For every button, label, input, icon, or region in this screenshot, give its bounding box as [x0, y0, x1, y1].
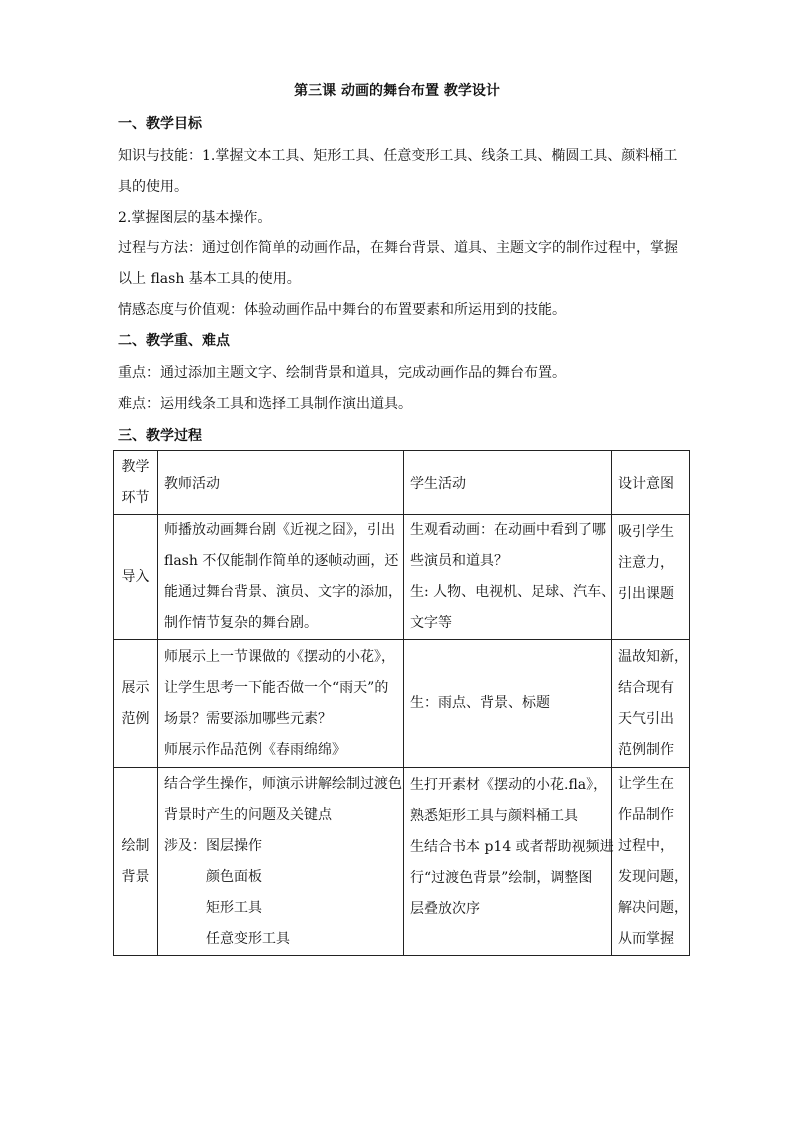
design-line: 吸引学生 [618, 524, 674, 540]
goals-line-4: 过程与方法：通过创作简单的动画作品，在舞台背景、道具、主题文字的制作过程中，掌握 [118, 240, 678, 256]
teacher-line: 涉及：图层操作 [164, 837, 262, 854]
design-line: 注意力， [618, 555, 674, 571]
student-line: 行“过渡色背景”绘制，调整图 [410, 870, 593, 886]
design-line: 作品制作 [618, 806, 674, 823]
design-line: 发现问题， [618, 868, 688, 885]
teacher-line: flash 不仅能制作简单的逐帧动画，还 [164, 553, 399, 569]
row-teacher [158, 768, 404, 956]
row-student [404, 515, 616, 640]
header-design: 设计意图 [612, 451, 690, 515]
student-line: 生打开素材《摆动的小花.fla》， [410, 777, 608, 793]
stage-line: 背景 [121, 868, 150, 885]
table-header-row [114, 451, 690, 515]
stage-line: 绘制 [121, 837, 150, 854]
student-line: 层叠放次序 [410, 901, 480, 917]
row-student [404, 640, 612, 768]
teacher-line: 任意变形工具 [206, 930, 290, 947]
student-line: 生结合书本 p14 或者帮助视频进 [410, 839, 614, 855]
header-stage [114, 451, 158, 515]
teacher-line: 能通过舞台背景、演员、文字的添加， [164, 584, 402, 600]
table-row [114, 640, 690, 768]
teacher-line: 颜色面板 [206, 868, 262, 885]
document-title: 第三课 动画的舞台布置 教学设计 [294, 83, 500, 99]
student-line: 文字等 [410, 615, 452, 631]
teacher-line: 制作情节复杂的舞台剧。 [164, 615, 318, 631]
row-teacher [158, 515, 404, 640]
design-line: 让学生在 [618, 775, 674, 792]
teacher-line: 背景时产生的问题及关键点 [164, 806, 332, 823]
stage-line: 范例 [121, 710, 150, 727]
section-heading-key-points: 二、教学重、难点 [118, 333, 230, 349]
key-point-line-2: 难点：运用线条工具和选择工具制作演出道具。 [118, 396, 412, 412]
design-line: 从而掌握 [618, 930, 674, 947]
row-stage [114, 768, 158, 956]
design-line: 温故知新， [618, 648, 688, 665]
section-heading-process: 三、教学过程 [118, 428, 202, 444]
design-line: 天气引出 [618, 710, 674, 727]
row-teacher [158, 640, 404, 768]
header-stage-line: 环节 [121, 489, 150, 506]
row-student [404, 768, 612, 956]
teacher-line: 师展示作品范例《春雨绵绵》 [164, 741, 346, 758]
teacher-line: 让学生思考一下能否做一个“雨天”的 [164, 679, 389, 696]
student-line: 熟悉矩形工具与颜料桶工具 [410, 808, 578, 824]
teacher-line: 结合学生操作，师演示讲解绘制过渡色 [164, 775, 402, 792]
design-line: 解决问题， [618, 899, 688, 916]
design-line: 范例制作 [618, 741, 674, 758]
goals-line-1: 知识与技能：1.掌握文本工具、矩形工具、任意变形工具、线条工具、椭圆工具、颜料桶工 [118, 148, 678, 164]
table-row [114, 768, 690, 956]
row-design [612, 640, 690, 768]
student-line: 些演员和道具？ [410, 553, 508, 569]
student-line: 生观看动画：在动画中看到了哪 [410, 522, 606, 538]
stage-line: 展示 [121, 679, 150, 696]
key-point-line-1: 重点：通过添加主题文字、绘制背景和道具，完成动画作品的舞台布置。 [118, 365, 566, 381]
design-line: 过程中， [618, 837, 674, 854]
row-stage [114, 515, 158, 640]
header-stage-line: 教学 [121, 458, 150, 475]
row-stage [114, 640, 158, 768]
row-design [612, 515, 690, 640]
header-student: 学生活动 [404, 451, 612, 515]
goals-line-5: 以上 flash 基本工具的使用。 [118, 271, 301, 287]
goals-line-6: 情感态度与价值观：体验动画作品中舞台的布置要素和所运用到的技能。 [118, 302, 566, 318]
teacher-line: 矩形工具 [206, 899, 262, 916]
table-row [114, 515, 690, 640]
teacher-line: 师播放动画舞台剧《近视之囧》，引出 [164, 522, 395, 538]
student-line: 生: 人物、电视机、足球、汽车、 [410, 584, 616, 600]
section-heading-goals: 一、教学目标 [118, 116, 202, 132]
goals-line-3: 2.掌握图层的基本操作。 [118, 210, 272, 226]
student-line: 生：雨点、背景、标题 [410, 695, 550, 711]
stage-line: 导入 [121, 568, 150, 585]
teacher-line: 师展示上一节课做的《摆动的小花》， [164, 648, 395, 665]
goals-line-2: 具的使用。 [118, 179, 188, 195]
teacher-line: 场景？需要添加哪些元素？ [164, 710, 332, 727]
lesson-process-table [113, 450, 690, 956]
row-design [612, 768, 690, 956]
design-line: 结合现有 [618, 679, 674, 696]
header-teacher: 教师活动 [158, 451, 404, 515]
design-line: 引出课题 [618, 586, 674, 602]
